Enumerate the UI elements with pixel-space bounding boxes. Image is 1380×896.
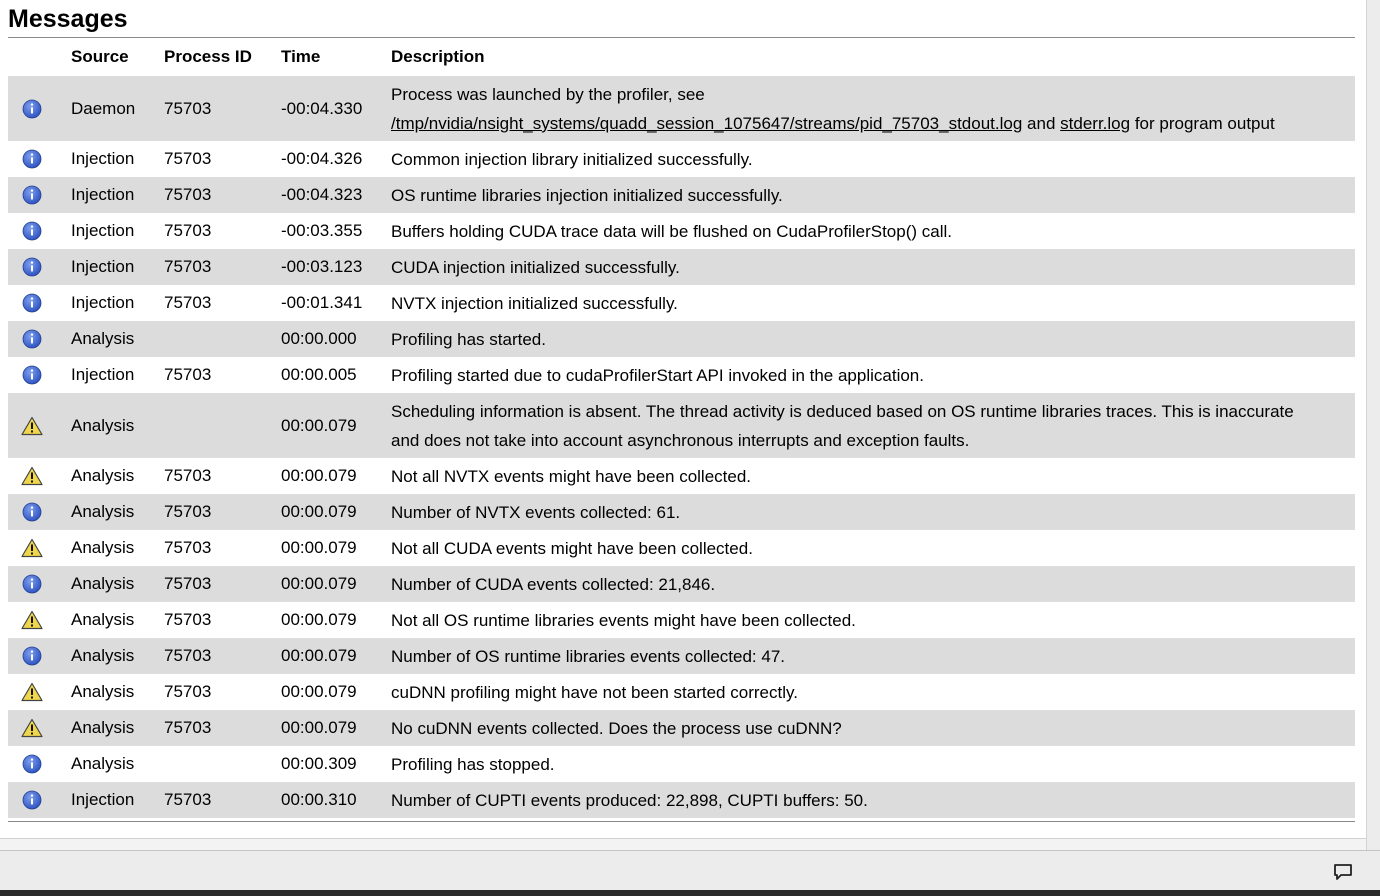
table-row[interactable] bbox=[8, 674, 1355, 710]
description-text: Scheduling information is absent. The thread activity is deduced based on OS runtime libraries traces. This is inaccurate and does not take into account asynchronous interrupts and exception faults. bbox=[391, 401, 1294, 450]
table-row[interactable] bbox=[8, 458, 1355, 494]
warning-icon bbox=[20, 710, 44, 746]
description-cell bbox=[391, 782, 1315, 818]
description-cell bbox=[391, 285, 1315, 321]
description-cell bbox=[391, 530, 1315, 566]
source-cell: Analysis bbox=[71, 502, 135, 521]
column-header-description[interactable]: Description bbox=[391, 47, 485, 66]
source-cell: Injection bbox=[71, 257, 135, 276]
info-icon bbox=[20, 177, 44, 213]
column-header-time[interactable]: Time bbox=[281, 47, 321, 66]
time-cell: -00:04.323 bbox=[281, 185, 363, 204]
time-cell: 00:00.309 bbox=[281, 754, 357, 773]
table-row[interactable] bbox=[8, 494, 1355, 530]
messages-table bbox=[8, 76, 1355, 818]
time-cell: 00:00.079 bbox=[281, 718, 357, 737]
time-cell: 00:00.079 bbox=[281, 538, 357, 557]
table-bottom-divider bbox=[8, 821, 1355, 822]
description-cell bbox=[391, 177, 1315, 213]
source-cell: Injection bbox=[71, 365, 135, 384]
process-id-cell: 75703 bbox=[164, 574, 212, 593]
description-text: Number of CUPTI events produced: 22,898, CUPTI buffers: 50. bbox=[391, 790, 868, 810]
source-cell: Injection bbox=[71, 293, 135, 312]
description-text: Profiling has stopped. bbox=[391, 754, 555, 774]
time-cell: 00:00.000 bbox=[281, 329, 357, 348]
process-id-cell: 75703 bbox=[164, 293, 212, 312]
time-cell: 00:00.079 bbox=[281, 646, 357, 665]
time-cell: 00:00.079 bbox=[281, 610, 357, 629]
warning-icon bbox=[20, 393, 44, 458]
description-cell bbox=[391, 602, 1315, 638]
description-text: Profiling has started. bbox=[391, 329, 546, 349]
info-icon bbox=[20, 141, 44, 177]
time-cell: -00:03.355 bbox=[281, 221, 363, 240]
table-row[interactable] bbox=[8, 638, 1355, 674]
info-icon bbox=[20, 746, 44, 782]
info-icon bbox=[20, 494, 44, 530]
stdout-log-link[interactable]: /tmp/nvidia/nsight_systems/quadd_session_1075647/streams/pid_75703_stdout.log bbox=[391, 113, 1023, 133]
description-cell bbox=[391, 638, 1315, 674]
process-id-cell: 75703 bbox=[164, 185, 212, 204]
column-header-source[interactable]: Source bbox=[71, 47, 129, 66]
process-id-cell: 75703 bbox=[164, 790, 212, 809]
source-cell: Analysis bbox=[71, 682, 135, 701]
description-text: Not all CUDA events might have been collected. bbox=[391, 538, 753, 558]
time-cell: 00:00.079 bbox=[281, 502, 357, 521]
description-cell bbox=[391, 710, 1315, 746]
process-id-cell: 75703 bbox=[164, 257, 212, 276]
table-row[interactable] bbox=[8, 530, 1355, 566]
time-cell: 00:00.079 bbox=[281, 682, 357, 701]
warning-icon bbox=[20, 530, 44, 566]
description-text: Common injection library initialized successfully. bbox=[391, 149, 753, 169]
process-id-cell: 75703 bbox=[164, 646, 212, 665]
description-cell bbox=[391, 566, 1315, 602]
table-row[interactable] bbox=[8, 710, 1355, 746]
description-text: and bbox=[1027, 113, 1056, 133]
info-icon bbox=[20, 638, 44, 674]
description-cell bbox=[391, 746, 1315, 782]
description-text: for program output bbox=[1134, 113, 1275, 133]
warning-icon bbox=[20, 674, 44, 710]
info-icon bbox=[20, 249, 44, 285]
source-cell: Analysis bbox=[71, 646, 135, 665]
stderr-log-link[interactable]: stderr.log bbox=[1060, 113, 1131, 133]
table-row[interactable] bbox=[8, 746, 1355, 782]
warning-icon bbox=[20, 602, 44, 638]
feedback-icon[interactable] bbox=[1333, 863, 1353, 881]
source-cell: Injection bbox=[71, 185, 135, 204]
table-row[interactable] bbox=[8, 782, 1355, 818]
description-text: Not all OS runtime libraries events might have been collected. bbox=[391, 610, 856, 630]
info-icon bbox=[20, 285, 44, 321]
source-cell: Analysis bbox=[71, 754, 135, 773]
description-cell bbox=[391, 674, 1315, 710]
time-cell: 00:00.079 bbox=[281, 574, 357, 593]
table-row[interactable] bbox=[8, 602, 1355, 638]
description-text: CUDA injection initialized successfully. bbox=[391, 257, 680, 277]
source-cell: Daemon bbox=[71, 98, 136, 118]
table-row[interactable] bbox=[8, 177, 1355, 213]
description-cell bbox=[391, 357, 1315, 393]
process-id-cell: 75703 bbox=[164, 610, 212, 629]
description-cell bbox=[391, 494, 1315, 530]
source-cell: Analysis bbox=[71, 329, 135, 348]
description-text: OS runtime libraries injection initialized successfully. bbox=[391, 185, 783, 205]
time-cell: 00:00.005 bbox=[281, 365, 357, 384]
title-divider bbox=[8, 37, 1355, 38]
table-row[interactable] bbox=[8, 357, 1355, 393]
scrollbar-track[interactable] bbox=[1366, 0, 1380, 850]
source-cell: Analysis bbox=[71, 466, 135, 485]
time-cell: -00:04.326 bbox=[281, 149, 363, 168]
table-row[interactable] bbox=[8, 249, 1355, 285]
table-header bbox=[8, 40, 1355, 74]
process-id-cell: 75703 bbox=[164, 149, 212, 168]
warning-icon bbox=[20, 458, 44, 494]
description-text: Process was launched by the profiler, see bbox=[391, 84, 705, 104]
description-cell bbox=[391, 213, 1315, 249]
source-cell: Analysis bbox=[71, 574, 135, 593]
table-row[interactable] bbox=[8, 393, 1355, 458]
process-id-cell: 75703 bbox=[164, 365, 212, 384]
process-id-cell: 75703 bbox=[164, 718, 212, 737]
table-row[interactable] bbox=[8, 285, 1355, 321]
description-text: Number of NVTX events collected: 61. bbox=[391, 502, 681, 522]
source-cell: Analysis bbox=[71, 610, 135, 629]
source-cell: Injection bbox=[71, 221, 135, 240]
description-cell bbox=[391, 458, 1315, 494]
source-cell: Analysis bbox=[71, 718, 135, 737]
description-text: cuDNN profiling might have not been started correctly. bbox=[391, 682, 798, 702]
table-row[interactable] bbox=[8, 76, 1355, 141]
time-cell: 00:00.079 bbox=[281, 415, 357, 435]
description-text: NVTX injection initialized successfully. bbox=[391, 293, 678, 313]
table-row[interactable] bbox=[8, 213, 1355, 249]
description-text: Profiling started due to cudaProfilerStart API invoked in the application. bbox=[391, 365, 924, 385]
description-text: Buffers holding CUDA trace data will be flushed on CudaProfilerStop() call. bbox=[391, 221, 952, 241]
window-edge bbox=[0, 890, 1380, 896]
time-cell: 00:00.079 bbox=[281, 466, 357, 485]
description-text: Not all NVTX events might have been collected. bbox=[391, 466, 752, 486]
info-icon bbox=[20, 357, 44, 393]
page-title: Messages bbox=[8, 5, 128, 33]
info-icon bbox=[20, 213, 44, 249]
info-icon bbox=[20, 76, 44, 141]
description-text: No cuDNN events collected. Does the process use cuDNN? bbox=[391, 718, 842, 738]
info-icon bbox=[20, 782, 44, 818]
description-cell bbox=[391, 321, 1315, 357]
process-id-cell: 75703 bbox=[164, 538, 212, 557]
description-cell bbox=[391, 141, 1315, 177]
description-cell bbox=[391, 76, 1315, 141]
info-icon bbox=[20, 566, 44, 602]
time-cell: -00:04.330 bbox=[281, 98, 363, 118]
info-icon bbox=[20, 321, 44, 357]
column-header-process-id[interactable]: Process ID bbox=[164, 47, 252, 66]
time-cell: 00:00.310 bbox=[281, 790, 357, 809]
source-cell: Analysis bbox=[71, 415, 135, 435]
process-id-cell: 75703 bbox=[164, 98, 212, 118]
table-row[interactable] bbox=[8, 321, 1355, 357]
time-cell: -00:01.341 bbox=[281, 293, 363, 312]
source-cell: Injection bbox=[71, 149, 135, 168]
source-cell: Injection bbox=[71, 790, 135, 809]
process-id-cell: 75703 bbox=[164, 502, 212, 521]
description-text: Number of OS runtime libraries events collected: 47. bbox=[391, 646, 786, 666]
source-cell: Analysis bbox=[71, 538, 135, 557]
status-bar bbox=[0, 850, 1380, 891]
description-cell bbox=[391, 249, 1315, 285]
description-cell bbox=[391, 393, 1315, 458]
time-cell: -00:03.123 bbox=[281, 257, 363, 276]
process-id-cell: 75703 bbox=[164, 682, 212, 701]
table-row[interactable] bbox=[8, 566, 1355, 602]
process-id-cell: 75703 bbox=[164, 221, 212, 240]
description-text: Number of CUDA events collected: 21,846. bbox=[391, 574, 716, 594]
process-id-cell: 75703 bbox=[164, 466, 212, 485]
table-row[interactable] bbox=[8, 141, 1355, 177]
